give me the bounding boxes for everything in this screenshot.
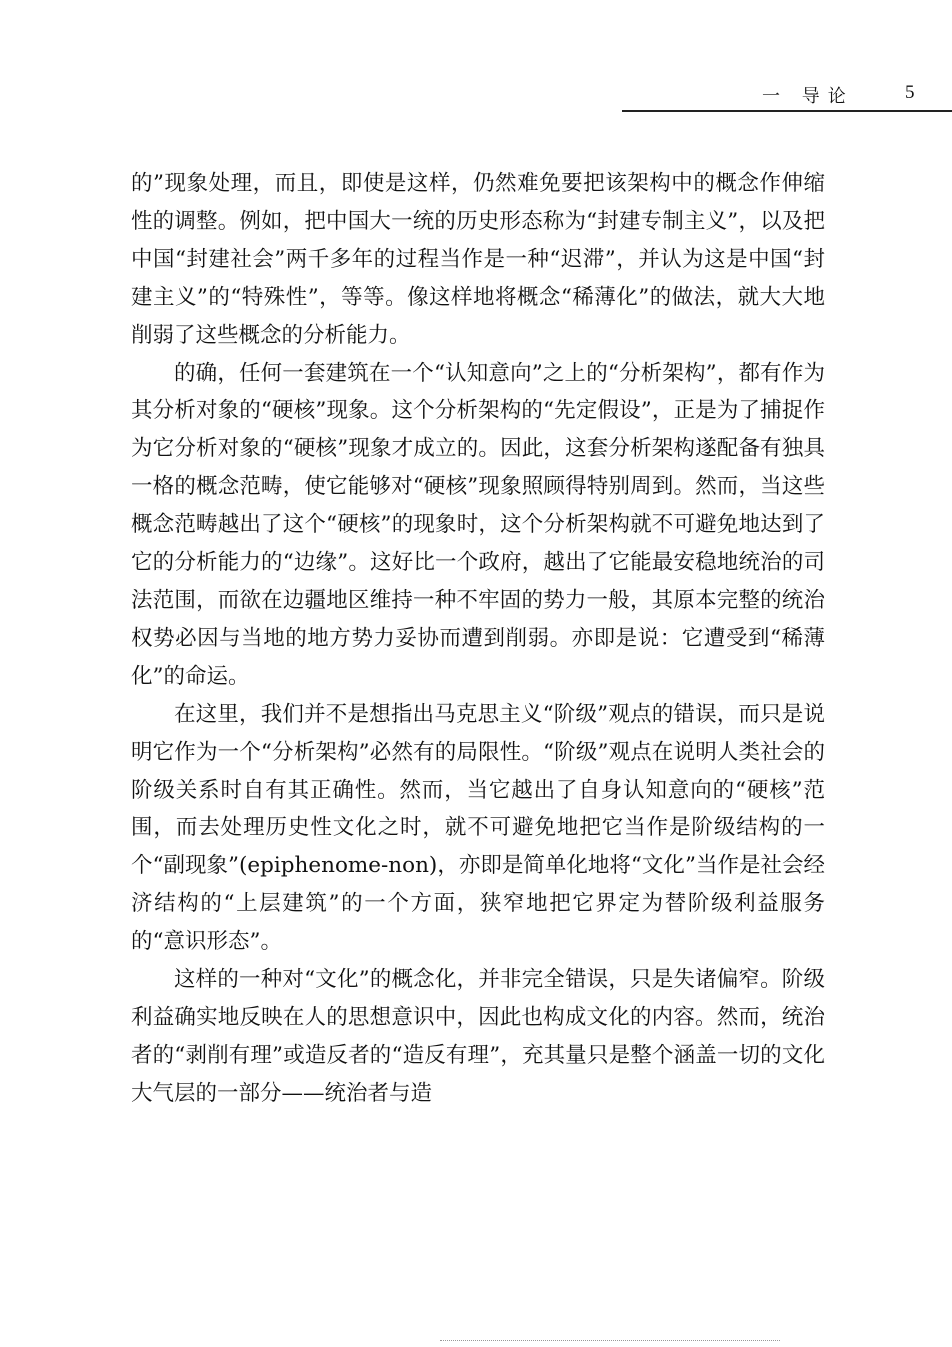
paragraph-4: 这样的一种对“文化”的概念化，并非完全错误，只是失诸偏窄。阶级利益确实地反映在人的思想意识中，因此也构成文化的内容。然而，统治者的“剥削有理”或造反者的“造反有理”，充其量只是整个涵盖一切的文化大气层的一部分——统治者与造 bbox=[131, 967, 825, 1106]
header-rule bbox=[622, 110, 952, 112]
running-header bbox=[740, 80, 940, 106]
section-title: 一 导论 bbox=[762, 86, 854, 107]
body-text bbox=[131, 165, 825, 1113]
page-number: 5 bbox=[905, 82, 915, 103]
paragraph-3: 在这里，我们并不是想指出马克思主义“阶级”观点的错误，而只是说明它作为一个“分析架构”必然有的局限性。“阶级”观点在说明人类社会的阶级关系时自有其正确性。然而，当它越出了自身认知意向的“硬核”范围，而去处理历史性文化之时，就不可避免地把它当作是阶级结构的一个“副现象”(epiphenome-non)，亦即是简单化地将“文化”当作是社会经济结构的“上层建筑”的一个方面，狭窄地把它界定为替阶级利益服务的“意识形态”。 bbox=[131, 701, 825, 955]
bottom-scan-rule bbox=[440, 1340, 780, 1341]
paragraph-1: 的”现象处理，而且，即使是这样，仍然难免要把该架构中的概念作伸缩性的调整。例如，把中国大一统的历史形态称为“封建专制主义”，以及把中国“封建社会”两千多年的过程当作是一种“迟滞”，并认为这是中国“封建主义”的“特殊性”，等等。像这样地将概念“稀薄化”的做法，就大大地削弱了这些概念的分析能力。 bbox=[131, 171, 825, 348]
paragraph-2: 的确，任何一套建筑在一个“认知意向”之上的“分析架构”，都有作为其分析对象的“硬核”现象。这个分析架构的“先定假设”，正是为了捕捉作为它分析对象的“硬核”现象才成立的。因此，这套分析架构遂配备有独具一格的概念范畴，使它能够对“硬核”现象照顾得特别周到。然而，当这些概念范畴越出了这个“硬核”的现象时，这个分析架构就不可避免地达到了它的分析能力的“边缘”。这好比一个政府，越出了它能最安稳地统治的司法范围，而欲在边疆地区维持一种不牢固的势力一般，其原本完整的统治权势必因与当地的地方势力妥协而遭到削弱。亦即是说：它遭受到“稀薄化”的命运。 bbox=[131, 360, 825, 689]
